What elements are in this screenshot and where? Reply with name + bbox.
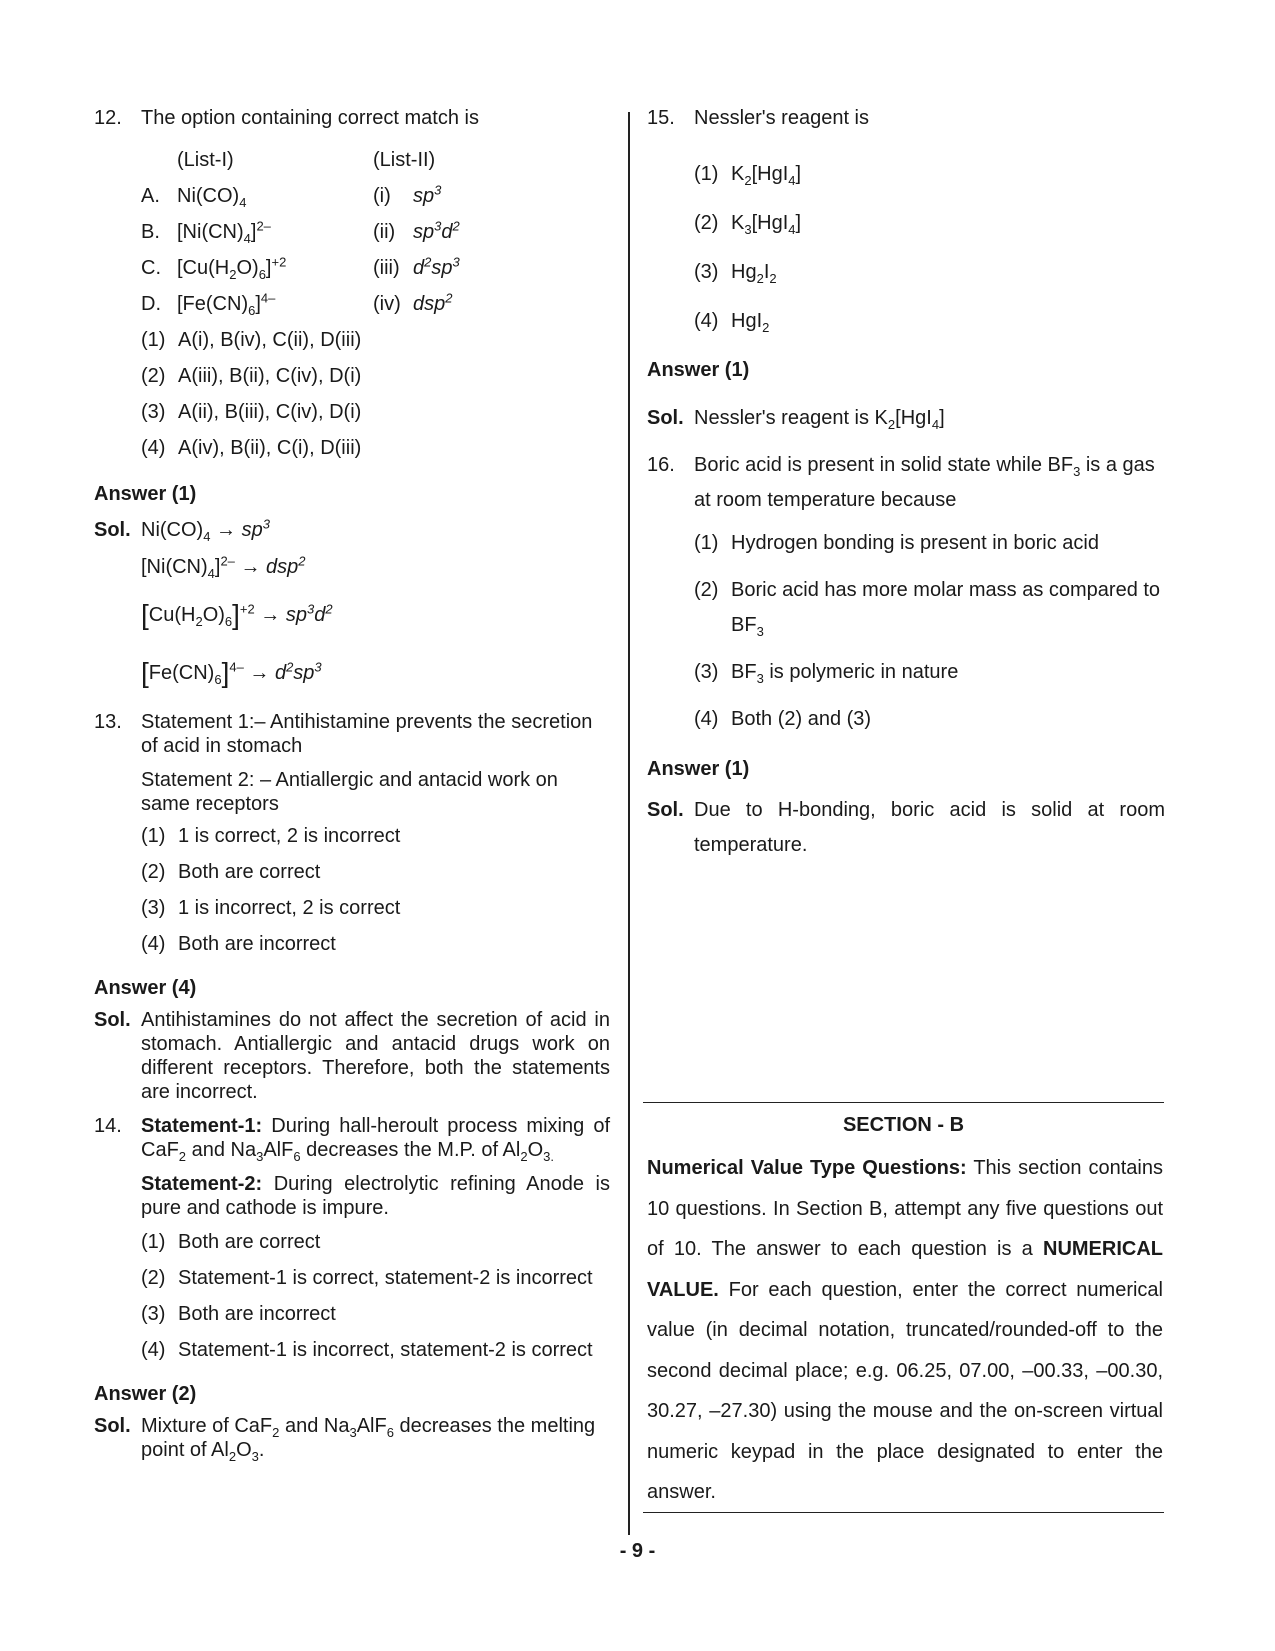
option xyxy=(141,1332,610,1368)
option-text: $Hg_2I_2$ xyxy=(731,261,777,286)
option xyxy=(694,702,1165,737)
option-number: (2) xyxy=(141,364,166,387)
option-text: $BF_3$ is polymeric in nature xyxy=(731,661,959,686)
statement-text: During electrolytic refining Anode is pure and cathode is impure. xyxy=(141,1173,610,1219)
question-number: 15. xyxy=(647,107,675,129)
option-number: (3) xyxy=(694,261,719,283)
question-text: Nessler's reagent is xyxy=(694,107,869,129)
statement-1 xyxy=(141,710,610,758)
option xyxy=(141,394,610,430)
solution-label: Sol. xyxy=(94,1415,131,1437)
question-13 xyxy=(94,710,610,1104)
option-number: (4) xyxy=(694,310,719,332)
row-letter: C. xyxy=(141,256,161,279)
option-text: Both are correct xyxy=(178,1230,321,1253)
solution-line: $Ni(CO)_4 \to sp^3$ xyxy=(141,516,270,544)
solution-line: $[Ni(CN)_4]^{2-} \to dsp^2$ xyxy=(141,553,306,581)
statement-text: Antiallergic and antacid work on same receptors xyxy=(141,769,558,815)
row-hybridisation: $sp^3d^2$ xyxy=(413,217,460,243)
question-number: 14. xyxy=(94,1115,122,1137)
section-rule-top xyxy=(643,1102,1164,1103)
option xyxy=(694,199,1165,248)
option-text: A(iv), B(ii), C(i), D(iii) xyxy=(178,436,362,459)
options xyxy=(141,1224,610,1368)
row-letter: B. xyxy=(141,220,160,243)
option xyxy=(694,297,1165,346)
list-row xyxy=(141,178,610,214)
row-numeral: (iv) xyxy=(373,292,401,315)
option xyxy=(141,1296,610,1332)
solution-text: Nessler's reagent is $K_2[HgI_4]$ xyxy=(694,407,945,432)
option-text: $K_3[HgI_4]$ xyxy=(731,212,802,237)
option-number: (4) xyxy=(141,1338,166,1361)
option-number: (3) xyxy=(694,661,719,683)
option-number: (4) xyxy=(141,436,166,459)
statement-2 xyxy=(141,768,610,816)
option-text: A(ii), B(iii), C(iv), D(i) xyxy=(178,400,362,423)
option-number: (2) xyxy=(694,579,719,601)
option xyxy=(141,1260,610,1296)
option-number: (4) xyxy=(694,708,719,730)
question-16 xyxy=(647,448,1165,863)
option-text: Both are correct xyxy=(178,860,321,883)
list-row xyxy=(141,214,610,250)
option xyxy=(141,926,610,962)
options xyxy=(694,526,1165,737)
option-number: (1) xyxy=(141,824,166,847)
question-number: 16. xyxy=(647,454,675,476)
options xyxy=(694,150,1165,346)
answer: Answer (4) xyxy=(94,977,197,999)
list-row xyxy=(141,286,610,322)
option xyxy=(694,526,1165,561)
list-2-heading: (List-II) xyxy=(373,148,436,171)
solution xyxy=(647,793,1165,863)
option xyxy=(141,890,610,926)
row-hybridisation: dsp$^2$ xyxy=(413,289,453,315)
row-hybridisation: $sp^3$ xyxy=(413,181,442,207)
solution-label: Sol. xyxy=(647,799,684,821)
option-text: Both are incorrect xyxy=(178,932,336,955)
match-list xyxy=(141,142,610,322)
section-b-instructions xyxy=(647,1148,1163,1513)
option-text: Boric acid has more molar mass as compared to $BF_3$ xyxy=(731,579,1161,639)
statement-text: During hall-heroult process mixing of CaF$_2$ and $Na_3AlF_6$ decreases the M.P. of $Al_2O_{3.}$ xyxy=(141,1115,611,1164)
instructions-lead: Numerical Value Type Questions: xyxy=(647,1157,967,1179)
option xyxy=(141,430,610,466)
option-text: 1 is correct, 2 is incorrect xyxy=(178,824,401,847)
list-1-heading: (List-I) xyxy=(177,148,234,171)
row-hybridisation: $d^2sp^3$ xyxy=(413,253,460,279)
row-item: $[Cu(H_2O)_6]^{+2}$ xyxy=(177,253,287,282)
statement-label: Statement 2: – xyxy=(141,769,272,791)
right-column xyxy=(647,106,1165,863)
answer: Answer (2) xyxy=(94,1383,197,1405)
option-number: (3) xyxy=(141,896,166,919)
option-number: (2) xyxy=(141,860,166,883)
option xyxy=(694,248,1165,297)
option-text: Statement-1 is correct, statement-2 is incorrect xyxy=(178,1266,593,1289)
option-number: (2) xyxy=(694,212,719,234)
section-rule-bottom xyxy=(643,1512,1164,1513)
solution-label: Sol. xyxy=(94,1009,131,1031)
answer: Answer (1) xyxy=(94,483,197,505)
question-number: 12. xyxy=(94,107,122,129)
row-item: $[Fe(CN)_6]^{4-}$ xyxy=(177,289,276,318)
question-15 xyxy=(647,106,1165,442)
option-text: $K_2[HgI_4]$ xyxy=(731,163,802,188)
option xyxy=(141,358,610,394)
column-divider xyxy=(628,112,630,1535)
instructions-text: This section contains 10 questions. In Section B, attempt any five questions out of 10. The answer to each question is a xyxy=(647,1157,1164,1260)
option-text: HgI$_2$ xyxy=(731,310,770,335)
solution-label: Sol. xyxy=(94,519,131,541)
option-text: Both are incorrect xyxy=(178,1302,336,1325)
row-item: $[Ni(CN)_4]^{2-}$ xyxy=(177,217,271,246)
option xyxy=(694,150,1165,199)
solution-line: $[Cu(H_2O)_6]^{+2} \to sp^3d^2$ xyxy=(141,599,333,630)
solution xyxy=(94,1414,610,1462)
row-letter: D. xyxy=(141,292,161,315)
option-text: 1 is incorrect, 2 is correct xyxy=(178,896,401,919)
answer: Answer (1) xyxy=(647,758,750,780)
options xyxy=(141,818,610,962)
question-12 xyxy=(94,106,610,702)
row-item: $Ni(CO)_4$ xyxy=(177,184,247,210)
solution-line: $[Fe(CN)_6]^{4-} \to d^2sp^3$ xyxy=(141,657,322,688)
page-number: - 9 - xyxy=(619,1540,656,1562)
question-14 xyxy=(94,1114,610,1462)
option-text: Both (2) and (3) xyxy=(731,708,872,730)
solution-text: Antihistamines do not affect the secretion of acid in stomach. Antiallergic and antacid drugs work on different receptors. Therefore, both the statements are incorrect. xyxy=(141,1009,610,1103)
option xyxy=(141,818,610,854)
solution xyxy=(94,512,610,548)
option-text: A(i), B(iv), C(ii), D(iii) xyxy=(178,328,362,351)
option-number: (3) xyxy=(141,400,166,423)
solution xyxy=(647,394,1165,442)
answer: Answer (1) xyxy=(647,359,750,381)
row-numeral: (ii) xyxy=(373,220,396,243)
statement-2 xyxy=(141,1172,610,1220)
statement-label: Statement-2: xyxy=(141,1173,263,1195)
statement-text: Antihistamine prevents the secretion of acid in stomach xyxy=(141,711,593,757)
row-numeral: (iii) xyxy=(373,256,400,279)
option xyxy=(141,1224,610,1260)
option-number: (4) xyxy=(141,932,166,955)
option-number: (3) xyxy=(141,1302,166,1325)
solution xyxy=(94,1008,610,1104)
section-b-title: SECTION - B xyxy=(842,1114,965,1136)
option xyxy=(141,322,610,358)
question-text: Boric acid is present in solid state while $BF_3$ is a gas at room temperature because xyxy=(694,454,1155,511)
option xyxy=(694,655,1165,690)
question-text: The option containing correct match is xyxy=(141,107,479,129)
solution-label: Sol. xyxy=(647,407,684,429)
statement-label: Statement 1:– xyxy=(141,711,266,733)
option-number: (1) xyxy=(141,328,166,351)
row-numeral: (i) xyxy=(373,184,391,207)
list-row xyxy=(141,250,610,286)
option-number: (1) xyxy=(141,1230,166,1253)
option-text: Hydrogen bonding is present in boric acid xyxy=(731,532,1099,554)
row-letter: A. xyxy=(141,184,160,207)
option xyxy=(694,573,1165,643)
option-number: (2) xyxy=(141,1266,166,1289)
options xyxy=(141,322,610,466)
instructions-emphasis: NUMERICAL VALUE. xyxy=(647,1238,1163,1301)
solution-text: Mixture of CaF$_2$ and $Na_3AlF_6$ decreases the melting point of $Al_2O_3$. xyxy=(141,1415,596,1464)
option-text: Statement-1 is incorrect, statement-2 is correct xyxy=(178,1338,593,1361)
instructions-text: For each question, enter the correct numerical value (in decimal notation, truncated/rounded-off to the second decimal place; e.g. 06.25, 07.00, –00.33, –00.30, 30.27, –27.30) using the mouse and the on-screen virtual numeric keypad in the place designated to enter the answer. xyxy=(647,1278,1163,1503)
solution-text: Due to H-bonding, boric acid is solid at room temperature. xyxy=(694,799,1165,856)
option-number: (1) xyxy=(694,532,719,554)
option-number: (1) xyxy=(694,163,719,185)
question-number: 13. xyxy=(94,711,122,733)
left-column xyxy=(94,106,610,1462)
option xyxy=(141,854,610,890)
option-text: A(iii), B(ii), C(iv), D(i) xyxy=(178,364,362,387)
statement-label: Statement-1: xyxy=(141,1115,263,1137)
statement-1 xyxy=(141,1114,610,1162)
